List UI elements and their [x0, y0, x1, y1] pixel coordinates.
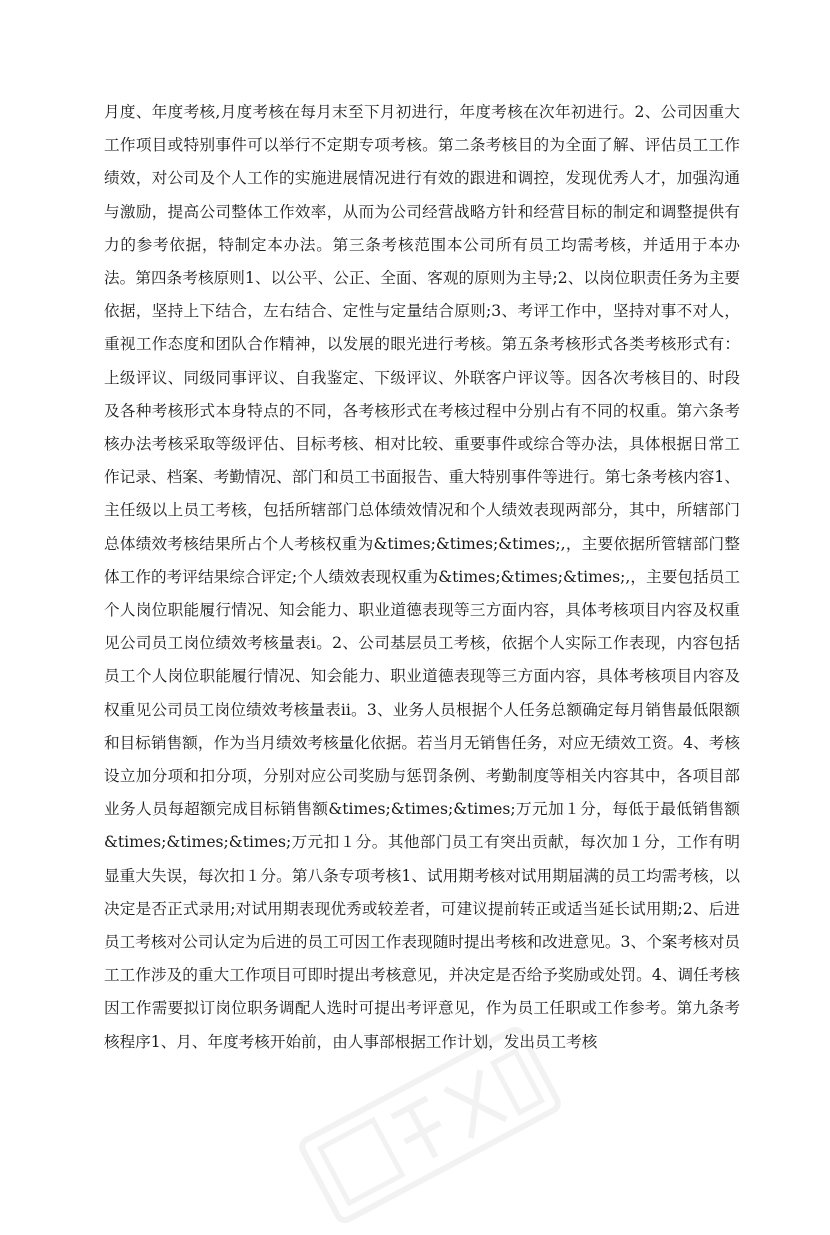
- body-paragraph: 月度、年度考核,月度考核在每月末至下月初进行，年度考核在次年初进行。2、公司因重大工作项目或特别事件可以举行不定期专项考核。第二条考核目的为全面了解、评估员工工作绩效，对公司及个人工作的实施进展情况进行有效的跟进和调控，发现优秀人才，加强沟通与激励，提高公司整体工作效率，从而为公司经营战略方针和经营目标的制定和调整提供有力的参考依据，特制定本办法。第三条考核范围本公司所有员工均需考核，并适用于本办法。第四条考核原则1、以公平、公正、全面、客观的原则为主导;2、以岗位职责任务为主要依据，坚持上下结合，左右结合、定性与定量结合原则;3、考评工作中，坚持对事不对人，重视工作态度和团队合作精神，以发展的眼光进行考核。第五条考核形式各类考核形式有：上级评议、同级同事评议、自我鉴定、下级评议、外联客户评议等。因各次考核目的、时段及各种考核形式本身特点的不同，各考核形式在考核过程中分别占有不同的权重。第六条考核办法考核采取等级评估、目标考核、相对比较、重要事件或综合等办法，具体根据日常工作记录、档案、考勤情况、部门和员工书面报告、重大特别事件等进行。第七条考核内容1、主任级以上员工考核，包括所辖部门总体绩效情况和个人绩效表现两部分，其中，所辖部门总体绩效考核结果所占个人考核权重为&times;&times;&times;,，主要依据所管辖部门整体工作的考评结果综合评定;个人绩效表现权重为&times;&times;&times;,，主要包括员工个人岗位职能履行情况、知会能力、职业道德表现等三方面内容，具体考核项目内容及权重见公司员工岗位绩效考核量表ⅰ。2、公司基层员工考核，依据个人实际工作表现，内容包括员工个人岗位职能履行情况、知会能力、职业道德表现等三方面内容，具体考核项目内容及权重见公司员工岗位绩效考核量表ⅱ。3、业务人员根据个人任务总额确定每月销售最低限额和目标销售额，作为当月绩效考核量化依据。若当月无销售任务，对应无绩效工资。4、考核设立加分项和扣分项，分别对应公司奖励与惩罚条例、考勤制度等相关内容其中，各项目部业务人员每超额完成目标销售额&times;&times;&times;万元加１分，每低于最低销售额&times;&times;&times;万元扣１分。其他部门员工有突出贡献，每次加１分，工作有明显重大失误，每次扣１分。第八条专项考核1、试用期考核对试用期届满的员工均需考核，以决定是否正式录用;对试用期表现优秀或较差者，可建议提前转正或适当延长试用期;2、后进员工考核对公司认定为后进的员工可因工作表现随时提出考核和改进意见。3、个案考核对员工工作涉及的重大工作项目可即时提出考核意见，并决定是否给予奖励或处罚。4、调任考核因工作需要拟订岗位职务调配人选时可提出考评意见，作为员工任职或工作参考。第九条考核程序1、月、年度考核开始前，由人事部根据工作计划，发出员工考核: [104, 103, 740, 1051]
